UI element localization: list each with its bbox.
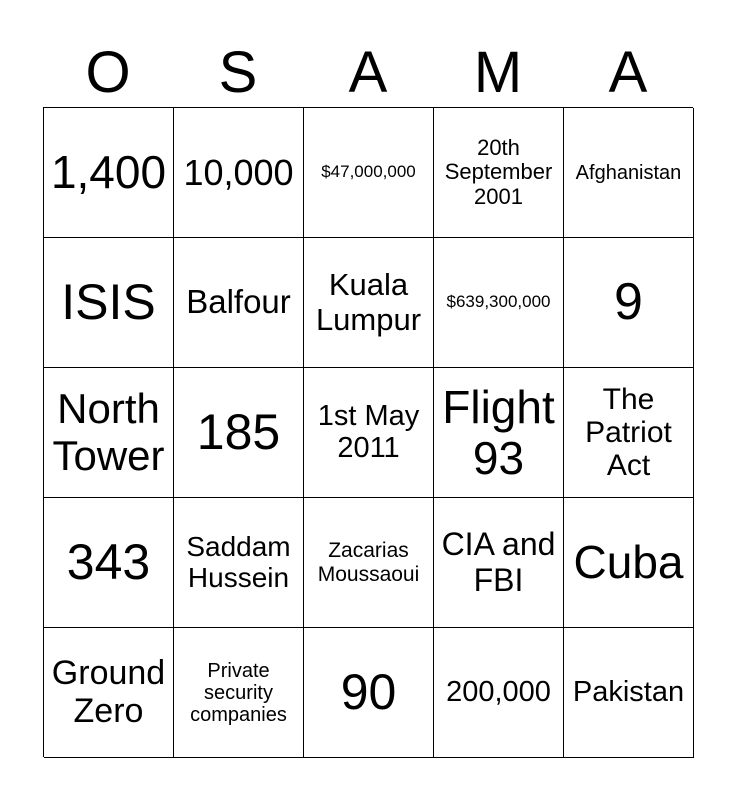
header-letter: A <box>608 40 648 105</box>
bingo-header <box>43 40 693 106</box>
bingo-cell[interactable]: 90 <box>304 628 434 758</box>
header-letter: O <box>85 40 131 105</box>
header-letter: M <box>473 40 523 105</box>
bingo-cell[interactable]: 185 <box>174 368 304 498</box>
bingo-cell[interactable]: Pakistan <box>564 628 694 758</box>
bingo-cell[interactable]: 1,400 <box>44 108 174 238</box>
bingo-cell[interactable]: Zacarias Moussaoui <box>304 498 434 628</box>
header-letter: A <box>348 40 388 105</box>
bingo-cell[interactable]: 20th September 2001 <box>434 108 564 238</box>
bingo-cell[interactable]: 10,000 <box>174 108 304 238</box>
bingo-cell[interactable]: 343 <box>44 498 174 628</box>
bingo-cell[interactable]: Ground Zero <box>44 628 174 758</box>
bingo-cell[interactable]: Afghanistan <box>564 108 694 238</box>
bingo-cell[interactable]: ISIS <box>44 238 174 368</box>
bingo-cell[interactable]: Flight 93 <box>434 368 564 498</box>
bingo-board <box>43 107 693 757</box>
bingo-cell[interactable]: Cuba <box>564 498 694 628</box>
bingo-cell[interactable]: 9 <box>564 238 694 368</box>
bingo-cell[interactable]: Kuala Lumpur <box>304 238 434 368</box>
bingo-cell[interactable]: $47,000,000 <box>304 108 434 238</box>
bingo-cell[interactable]: 200,000 <box>434 628 564 758</box>
bingo-cell[interactable]: $639,300,000 <box>434 238 564 368</box>
bingo-cell[interactable]: North Tower <box>44 368 174 498</box>
bingo-cell[interactable]: Balfour <box>174 238 304 368</box>
bingo-cell[interactable]: CIA and FBI <box>434 498 564 628</box>
bingo-cell[interactable]: Saddam Hussein <box>174 498 304 628</box>
bingo-cell[interactable]: Private security companies <box>174 628 304 758</box>
bingo-cell[interactable]: The Patriot Act <box>564 368 694 498</box>
header-letter: S <box>218 40 258 105</box>
bingo-cell[interactable]: 1st May 2011 <box>304 368 434 498</box>
